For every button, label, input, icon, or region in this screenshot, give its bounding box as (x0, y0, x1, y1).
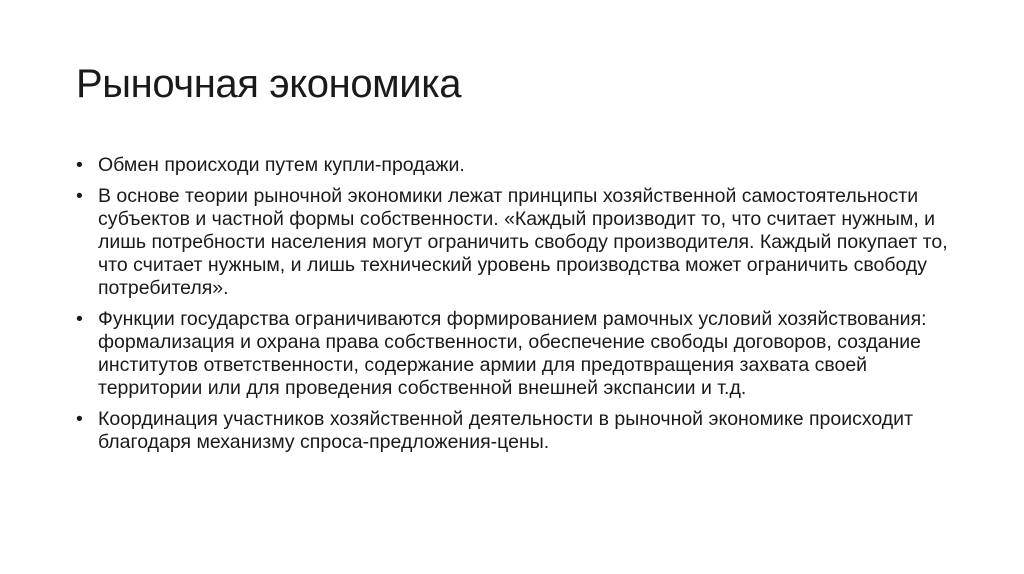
bullet-text: Функции государства ограничиваются формированием рамочных условий хозяйствования: формализация и охрана права собственности, обеспечение свободы договоров, создание институтов ответственности, содержание армии для предотвращения захвата своей территории или для проведения собственной внешней экспансии и т.д. (98, 308, 927, 399)
bullet-list (76, 154, 956, 462)
slide-title: Рыночная экономика (76, 62, 462, 106)
bullet-text: Обмен происходи путем купли-продажи. (98, 154, 465, 176)
bullet-icon: • (76, 408, 83, 430)
bullet-icon: • (76, 185, 83, 207)
bullet-icon: • (76, 154, 83, 176)
bullet-text: Координация участников хозяйственной деятельности в рыночной экономике происходит благодаря механизму спроса-предложения-цены. (98, 408, 914, 453)
bullet-item (76, 408, 956, 454)
bullet-item (76, 308, 956, 400)
bullet-item (76, 185, 956, 300)
bullet-icon: • (76, 308, 83, 330)
bullet-item (76, 154, 956, 177)
bullet-text: В основе теории рыночной экономики лежат принципы хозяйственной самостоятельности субъектов и частной формы собственности. «Каждый производит то, что считает нужным, и лишь потребности населения могут ограничить свободу производителя. Каждый покупает то, что считает нужным, и лишь технический уровень производства может ограничить свободу потребителя». (98, 185, 948, 299)
